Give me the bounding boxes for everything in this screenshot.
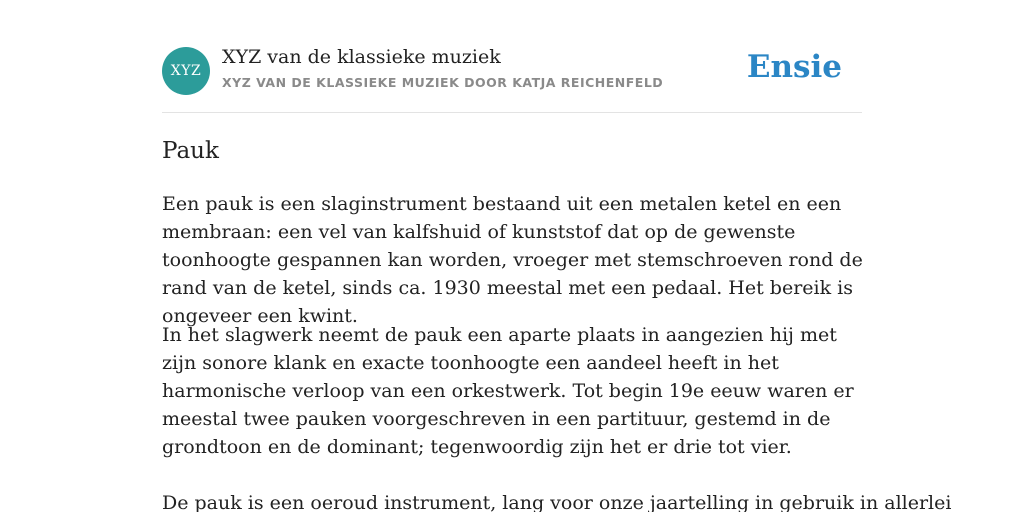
source-subtitle: XYZ VAN DE KLASSIEKE MUZIEK DOOR KATJA REICHENFELD — [222, 75, 664, 90]
ensie-logo[interactable]: Ensie — [746, 49, 842, 85]
article-paragraph: De pauk is een oeroud instrument, lang voor onze jaartelling in gebruik in allerlei — [162, 492, 952, 512]
source-title[interactable]: XYZ van de klassieke muziek — [222, 46, 501, 68]
article-container — [162, 0, 952, 512]
article-paragraph: Een pauk is een slaginstrument bestaand uit een metalen ketel en een membraan: een vel van kalfshuid of kunststof dat op de gewenste toonhoogte gespannen kan worden, vroeger met stemschroeven rond de rand van de ketel, sinds ca. 1930 meestal met een pedaal. Het bereik is ongeveer een kwint. — [162, 193, 863, 327]
article-title: Pauk — [162, 138, 219, 164]
article-paragraph: In het slagwerk neemt de pauk een aparte plaats in aangezien hij met zijn sonore klank en exacte toonhoogte een aandeel heeft in het harmonische verloop van een orkestwerk. Tot begin 19e eeuw waren er meestal twee pauken voorgeschreven in een partituur, gestemd in de grondtoon en de dominant; tegenwoordig zijn het er drie tot vier. — [162, 324, 854, 458]
source-header — [162, 0, 862, 113]
source-avatar[interactable]: XYZ — [162, 47, 210, 95]
